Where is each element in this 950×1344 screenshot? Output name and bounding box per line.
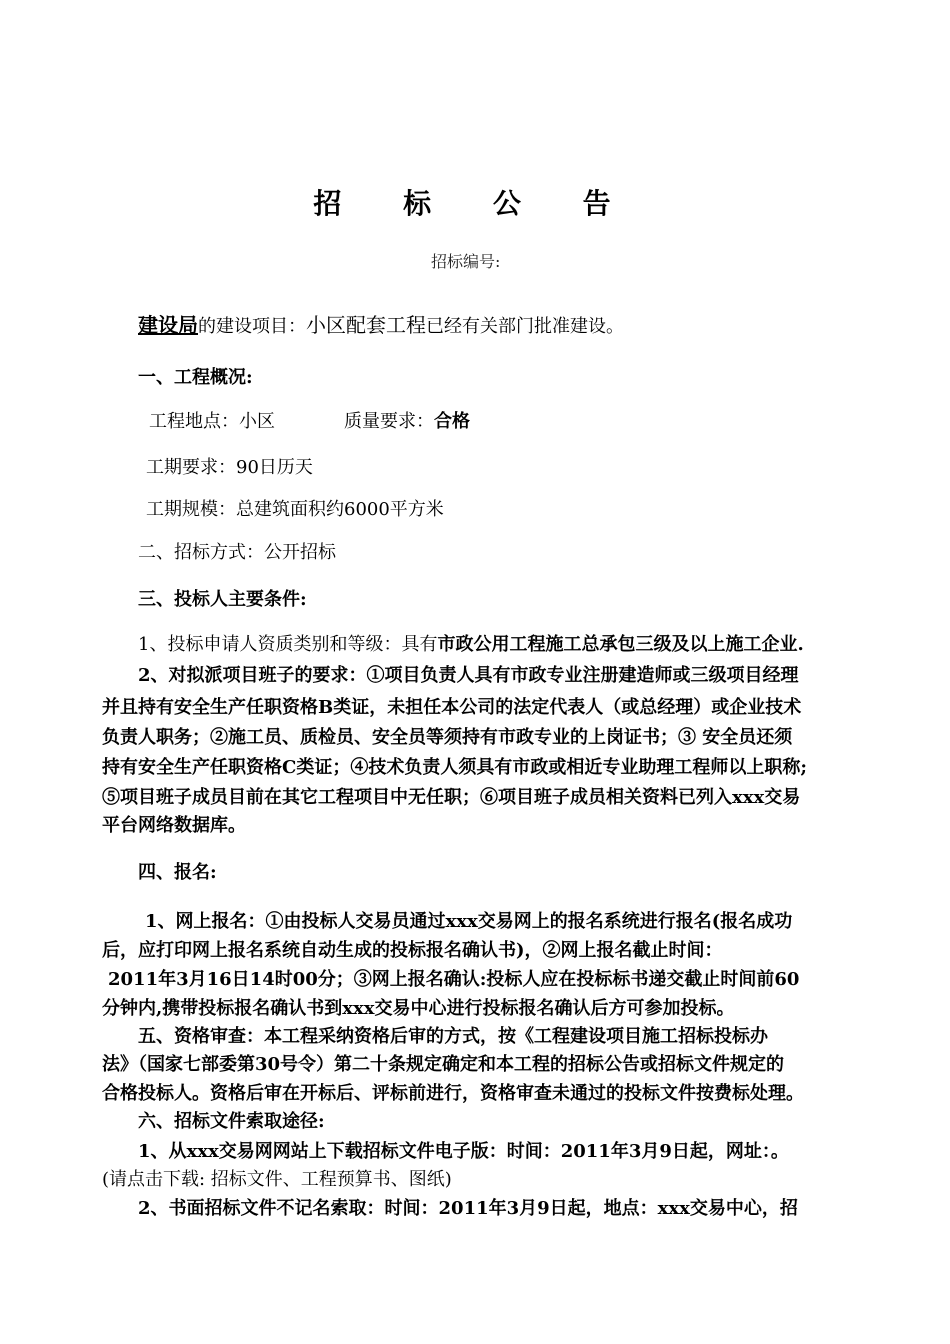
condition-2-line: 持有安全生产任职资格C类证；④技术负责人须具有市政或相近专业助理工程师以上职称; xyxy=(102,757,807,778)
page-title: 招 标 公 告 xyxy=(313,187,637,220)
download-links[interactable]: (请点击下载: 招标文件、工程预算书、图纸) xyxy=(102,1169,452,1190)
condition-1: 1、投标申请人资质类别和等级：具有市政公用工程施工总承包三级及以上施工企业. xyxy=(138,634,804,655)
section-2-text: 二、招标方式：公开招标 xyxy=(138,542,336,563)
qualification-line: 法》（国家七部委第30号令）第二十条规定确定和本工程的招标公告或招标文件规定的 xyxy=(102,1054,785,1075)
condition-2-line: 并且持有安全生产任职资格B类证，未担任本公司的法定代表人（或总经理）或企业技术 xyxy=(102,697,802,718)
section-6-heading: 六、招标文件索取途径: xyxy=(138,1111,325,1132)
owner-name: 建设局 xyxy=(138,313,198,337)
registration-line: 后，应打印网上报名系统自动生成的投标报名确认书)，②网上报名截止时间： xyxy=(102,940,723,961)
section-3-heading: 三、投标人主要条件: xyxy=(138,589,307,610)
registration-line: 1、网上报名：①由投标人交易员通过xxx交易网上的报名系统进行报名(报名成功 xyxy=(145,911,793,932)
quality-requirement: 质量要求：合格 xyxy=(344,411,470,432)
qualification-line: 五、资格审查：本工程采纳资格后审的方式，按《工程建设项目施工招标投标办 xyxy=(138,1026,768,1047)
registration-line: 分钟内,携带投标报名确认书到xxx交易中心进行投标报名确认后方可参加投标。 xyxy=(102,998,735,1019)
intro-line: 建设局的建设项目：小区配套工程已经有关部门批准建设。 xyxy=(138,313,624,337)
qualification-line: 合格投标人。资格后审在开标后、评标前进行，资格审查未通过的投标文件按费标处理。 xyxy=(102,1083,804,1104)
condition-2-line: 平台网络数据库。 xyxy=(102,815,246,836)
condition-2-line: ⑤项目班子成员目前在其它工程项目中无任职；⑥项目班子成员相关资料已列入xxx交易 xyxy=(102,787,801,808)
section-4-heading: 四、报名: xyxy=(138,862,217,883)
registration-line: 2011年3月16日14时00分；③网上报名确认:投标人应在投标标书递交截止时间前60 xyxy=(108,969,800,990)
project-name: 小区配套工程 xyxy=(306,313,426,337)
paper-copy-line: 2、书面招标文件不记名索取：时间：2011年3月9日起，地点：xxx交易中心，招 xyxy=(138,1198,798,1219)
condition-2-line: 2、对拟派项目班子的要求：①项目负责人具有市政专业注册建造师或三级项目经理 xyxy=(138,665,799,686)
period-requirement: 工期要求：90日历天 xyxy=(146,457,313,478)
tender-number-label: 招标编号: xyxy=(431,252,501,271)
project-location: 工程地点：小区 xyxy=(149,411,275,432)
condition-2-line: 负责人职务；②施工员、质检员、安全员等须持有市政专业的上岗证书；③ 安全员还须 xyxy=(102,727,793,748)
project-scale: 工期规模：总建筑面积约6000平方米 xyxy=(146,499,444,520)
section-1-heading: 一、工程概况: xyxy=(138,367,253,388)
download-line: 1、从xxx交易网网站上下载招标文件电子版：时间：2011年3月9日起，网址：。 xyxy=(138,1141,789,1162)
